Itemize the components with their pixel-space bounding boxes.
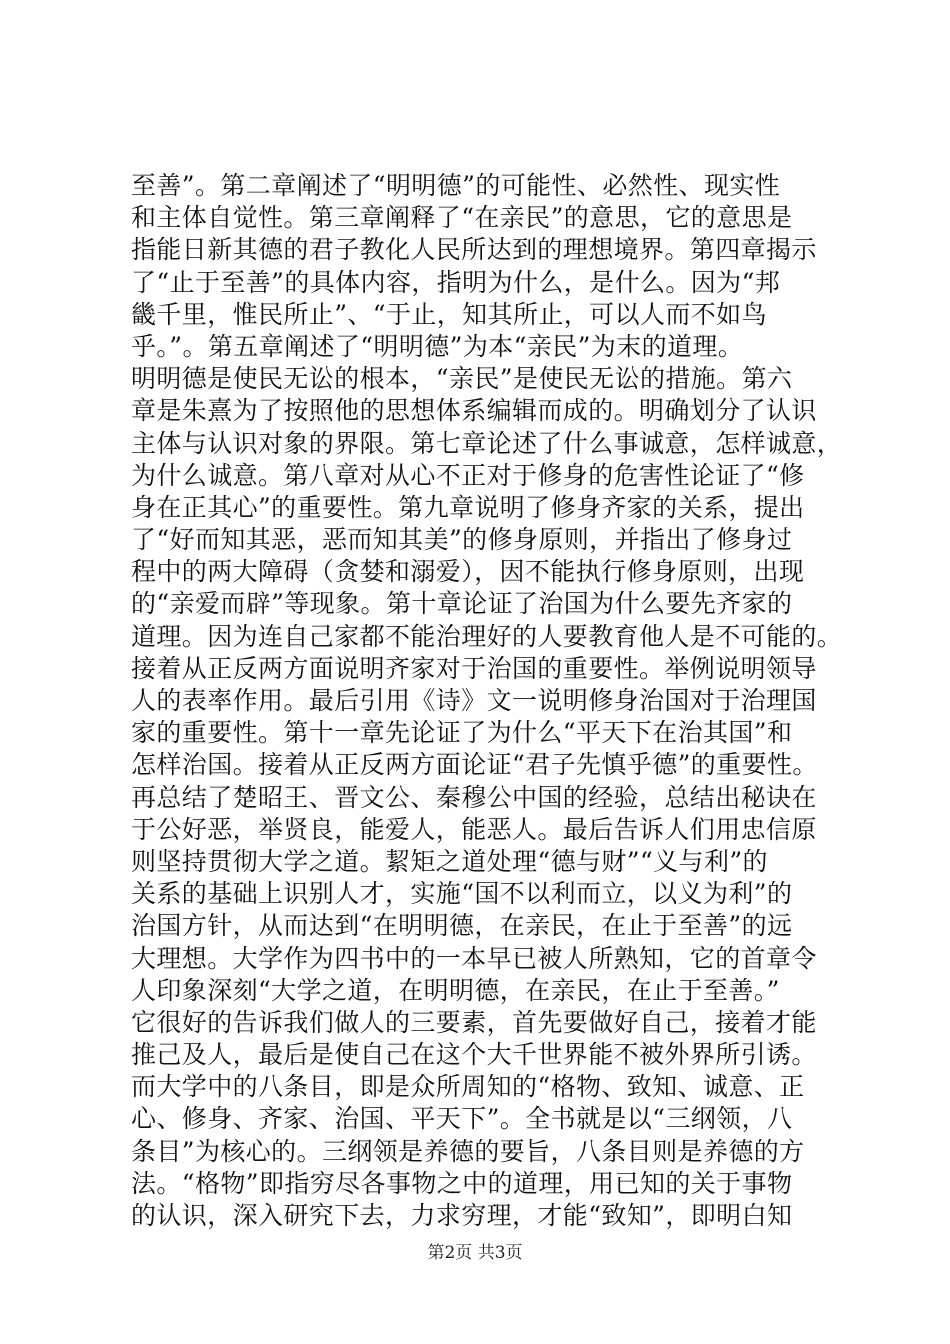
text-line: 畿千里，惟民所止”、“于止，知其所止，可以人而不如鸟	[131, 299, 767, 329]
text-line: 章是朱熹为了按照他的思想体系编辑而成的。明确划分了认识	[131, 396, 817, 426]
text-line: 了“好而知其恶，恶而知其美”的修身原则，并指出了修身过	[131, 525, 793, 555]
text-line: 法。“格物”即指穷尽各事物之中的道理，用已知的关于事物	[131, 1168, 793, 1198]
text-line: 指能日新其德的君子教化人民所达到的理想境界。第四章揭示	[131, 235, 817, 265]
text-line: 条目”为核心的。三纲领是养德的要旨，八条目则是养德的方	[131, 1136, 805, 1166]
text-line: 它很好的告诉我们做人的三要素，首先要做好自己，接着才能	[131, 1007, 817, 1037]
text-line: 治国方针，从而达到“在明明德，在亲民，在止于至善”的远	[131, 911, 793, 941]
text-line: 接着从正反两方面说明齐家对于治国的重要性。举例说明领导	[131, 653, 817, 683]
text-line: 的“亲爱而辟”等现象。第十章论证了治国为什么要先齐家的	[131, 589, 793, 619]
text-line: 再总结了楚昭王、晋文公、秦穆公中国的经验，总结出秘诀在	[131, 782, 817, 812]
text-line: 的认识，深入研究下去，力求穷理，才能“致知”，即明白知	[131, 1201, 793, 1230]
text-line: 大理想。大学作为四书中的一本早已被人所熟知，它的首章令	[131, 943, 817, 973]
text-line: 人印象深刻“大学之道，在明明德，在亲民，在止于至善。”	[131, 975, 780, 1005]
text-line: 身在正其心”的重要性。第九章说明了修身齐家的关系，提出	[131, 492, 805, 522]
text-line: 了“止于至善”的具体内容，指明为什么，是什么。因为“邦	[131, 267, 781, 297]
text-line: 关系的基础上识别人才，实施“国不以利而立，以义为利”的	[131, 879, 793, 909]
text-line: 道理。因为连自己家都不能治理好的人要教育他人是不可能的。	[131, 621, 843, 651]
text-line: 于公好恶，举贤良，能爱人，能恶人。最后告诉人们用忠信原	[131, 814, 817, 844]
text-line: 乎。”。第五章阐述了“明明德”为本“亲民”为末的道理。	[131, 331, 744, 361]
text-line: 主体与认识对象的界限。第七章论述了什么事诚意，怎样诚意，	[131, 428, 843, 458]
text-line: 心、修身、齐家、治国、平天下”。全书就是以“三纲领，八	[131, 1104, 793, 1134]
text-line: 推己及人，最后是使自己在这个大千世界能不被外界所引诱。	[131, 1040, 817, 1070]
text-line: 和主体自觉性。第三章阐释了“在亲民”的意思，它的意思是	[131, 203, 793, 233]
text-line: 则坚持贯彻大学之道。絜矩之道处理“德与财”“义与利”的	[131, 846, 768, 876]
text-line: 程中的两大障碍（贪婪和溺爱），因不能执行修身原则，出现	[131, 557, 805, 587]
text-line: 家的重要性。第十一章先论证了为什么“平天下在治其国”和	[131, 718, 793, 748]
text-line: 人的表率作用。最后引用《诗》文一说明修身治国对于治理国	[131, 686, 817, 715]
page-number-footer: 第2页 共3页	[427, 1243, 523, 1263]
text-line: 怎样治国。接着从正反两方面论证“君子先慎乎德”的重要性。	[131, 750, 818, 780]
body-text	[131, 170, 843, 1232]
text-line: 明明德是使民无讼的根本，“亲民”是使民无讼的措施。第六	[131, 364, 793, 394]
text-line: 至善”。第二章阐述了“明明德”的可能性、必然性、现实性	[131, 171, 781, 200]
text-line: 为什么诚意。第八章对从心不正对于修身的危害性论证了“修	[131, 460, 805, 490]
text-line: 而大学中的八条目，即是众所周知的“格物、致知、诚意、正	[131, 1072, 805, 1102]
